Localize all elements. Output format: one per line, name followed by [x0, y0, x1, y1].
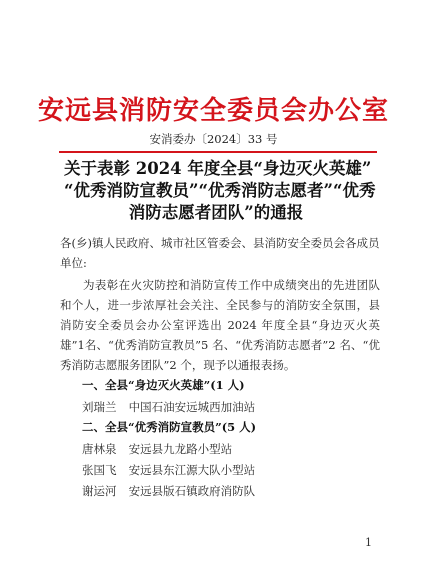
red-divider: [59, 151, 377, 153]
entry-unit: 安远县九龙路小型站: [128, 442, 233, 456]
entry-name: 谢运河: [82, 484, 117, 498]
notice-title-line-1: 关于表彰 2024 年度全县“身边灭火英雄”: [64, 159, 372, 178]
document-number: 安消委办〔2024〕33 号: [149, 132, 278, 146]
notice-title-line-2: “优秀消防宣教员”“优秀消防志愿者”“优秀: [64, 181, 376, 200]
addressee: 各(乡)镇人民政府、城市社区管委会、县消防安全委员会各成员单位:: [60, 236, 380, 270]
notice-paragraph: 为表彰在火灾防控和消防宣传工作中成绩突出的先进团队和个人，进一步浓厚社会关注、全民参与的消防安全氛围，县消防安全委员会办公室评选出 2024 年度全县“身边灭火英雄”1名、“优秀消防宣教员”5 名、“优秀消防志愿者”2 名、“优秀消防志愿服务团队”2 个，现予以通报表扬。: [60, 278, 380, 372]
list-item: [82, 483, 255, 499]
section-heading-heroes: 一、全县“身边灭火英雄”(1 人): [82, 378, 245, 392]
entry-name: 唐林泉: [82, 442, 117, 456]
list-item: [82, 441, 232, 457]
notice-title-line-3: 消防志愿者团队”的通报: [128, 203, 304, 222]
entry-unit: 安远县版石镇政府消防队: [128, 484, 256, 498]
entry-unit: 安远县东江源大队小型站: [128, 463, 256, 477]
page-number: 1: [365, 536, 372, 549]
list-item: [82, 462, 255, 478]
office-title: 安远县消防安全委员会办公室: [37, 96, 389, 126]
list-item: [82, 399, 255, 415]
notice-title: [64, 158, 376, 224]
section-heading-educators: 二、全县“优秀消防宣教员”(5 人): [82, 420, 257, 434]
entry-unit: 中国石油安远城西加油站: [128, 400, 256, 414]
entry-name: 张国飞: [82, 463, 117, 477]
entry-name: 刘瑞兰: [82, 400, 117, 414]
